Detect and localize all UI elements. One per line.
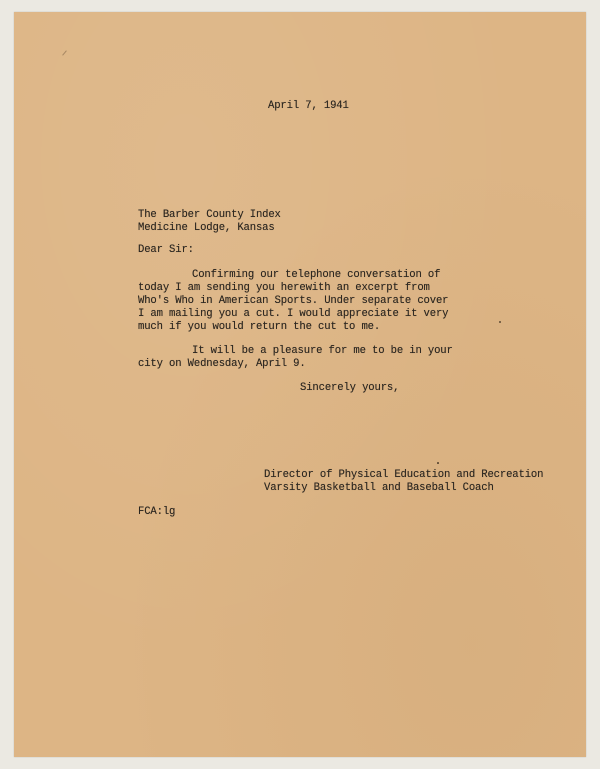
ink-speck [499,321,501,323]
paragraph-1-line-4: I am mailing you a cut. I would appreciate it very [138,308,449,320]
ink-speck [437,462,439,464]
paragraph-1-line-3: Who's Who in American Sports. Under separate cover [138,295,449,307]
paper-mark [62,50,67,55]
reference-initials: FCA:lg [138,506,176,518]
signature-title-2: Varsity Basketball and Baseball Coach [264,482,494,494]
letter-page [14,12,586,757]
paragraph-1-line-1: Confirming our telephone conversation of [192,269,441,281]
complimentary-closing: Sincerely yours, [300,382,400,394]
salutation: Dear Sir: [138,244,194,256]
paragraph-2-line-2: city on Wednesday, April 9. [138,358,306,370]
recipient-name: The Barber County Index [138,209,281,221]
signature-title-1: Director of Physical Education and Recreation [264,469,544,481]
letter-date: April 7, 1941 [268,100,349,112]
paragraph-1-line-2: today I am sending you herewith an excerpt from [138,282,430,294]
recipient-location: Medicine Lodge, Kansas [138,222,275,234]
paragraph-2-line-1: It will be a pleasure for me to be in your [192,345,453,357]
paragraph-1-line-5: much if you would return the cut to me. [138,321,381,333]
